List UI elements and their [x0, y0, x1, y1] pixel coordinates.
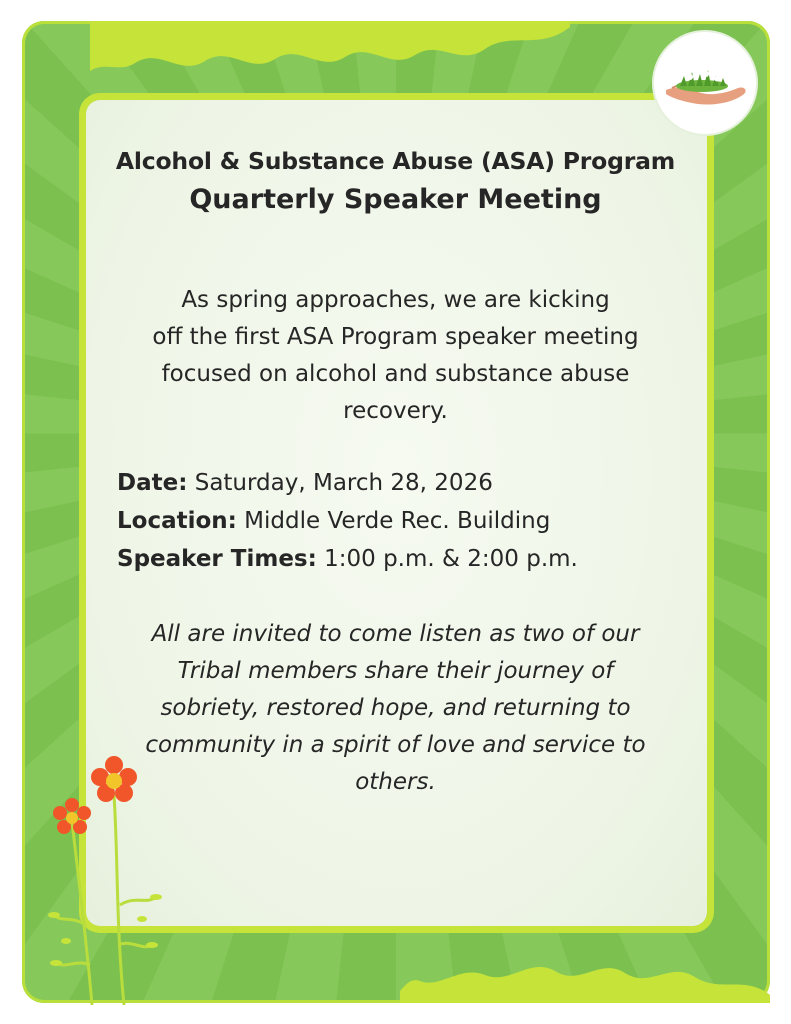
location-value: Middle Verde Rec. Building	[236, 508, 551, 534]
intro-line: recovery.	[343, 398, 448, 424]
times-row	[117, 540, 697, 578]
location-row	[117, 502, 697, 540]
date-label: Date:	[117, 470, 188, 496]
invitation-paragraph	[100, 616, 691, 801]
date-value: Saturday, March 28, 2026	[187, 470, 493, 496]
hand-holding-plant-icon	[654, 32, 756, 134]
invitation-line: All are invited to come listen as two of our	[151, 621, 640, 647]
decorative-swirl-top	[90, 21, 570, 91]
meeting-title: Quarterly Speaker Meeting	[189, 184, 602, 215]
invitation-line: others.	[355, 769, 436, 795]
program-title: Alcohol & Substance Abuse (ASA) Program	[115, 147, 676, 175]
intro-line: As spring approaches, we are kicking	[181, 287, 610, 313]
intro-line: off the first ASA Program speaker meeting	[152, 324, 639, 350]
invitation-line: Tribal members share their journey of	[177, 658, 614, 684]
location-label: Location:	[117, 508, 237, 534]
times-label: Speaker Times:	[117, 546, 317, 572]
orange-flower-icon	[46, 755, 176, 1005]
times-value: 1:00 p.m. & 2:00 p.m.	[316, 546, 578, 572]
date-row	[117, 464, 697, 502]
invitation-line: sobriety, restored hope, and returning to	[160, 695, 631, 721]
event-details	[117, 464, 697, 578]
logo-badge	[654, 32, 756, 134]
intro-line: focused on alcohol and substance abuse	[161, 361, 630, 387]
decorative-swirl-bottom	[400, 955, 770, 1003]
intro-paragraph	[110, 282, 681, 430]
invitation-line: community in a spirit of love and service to	[145, 732, 646, 758]
